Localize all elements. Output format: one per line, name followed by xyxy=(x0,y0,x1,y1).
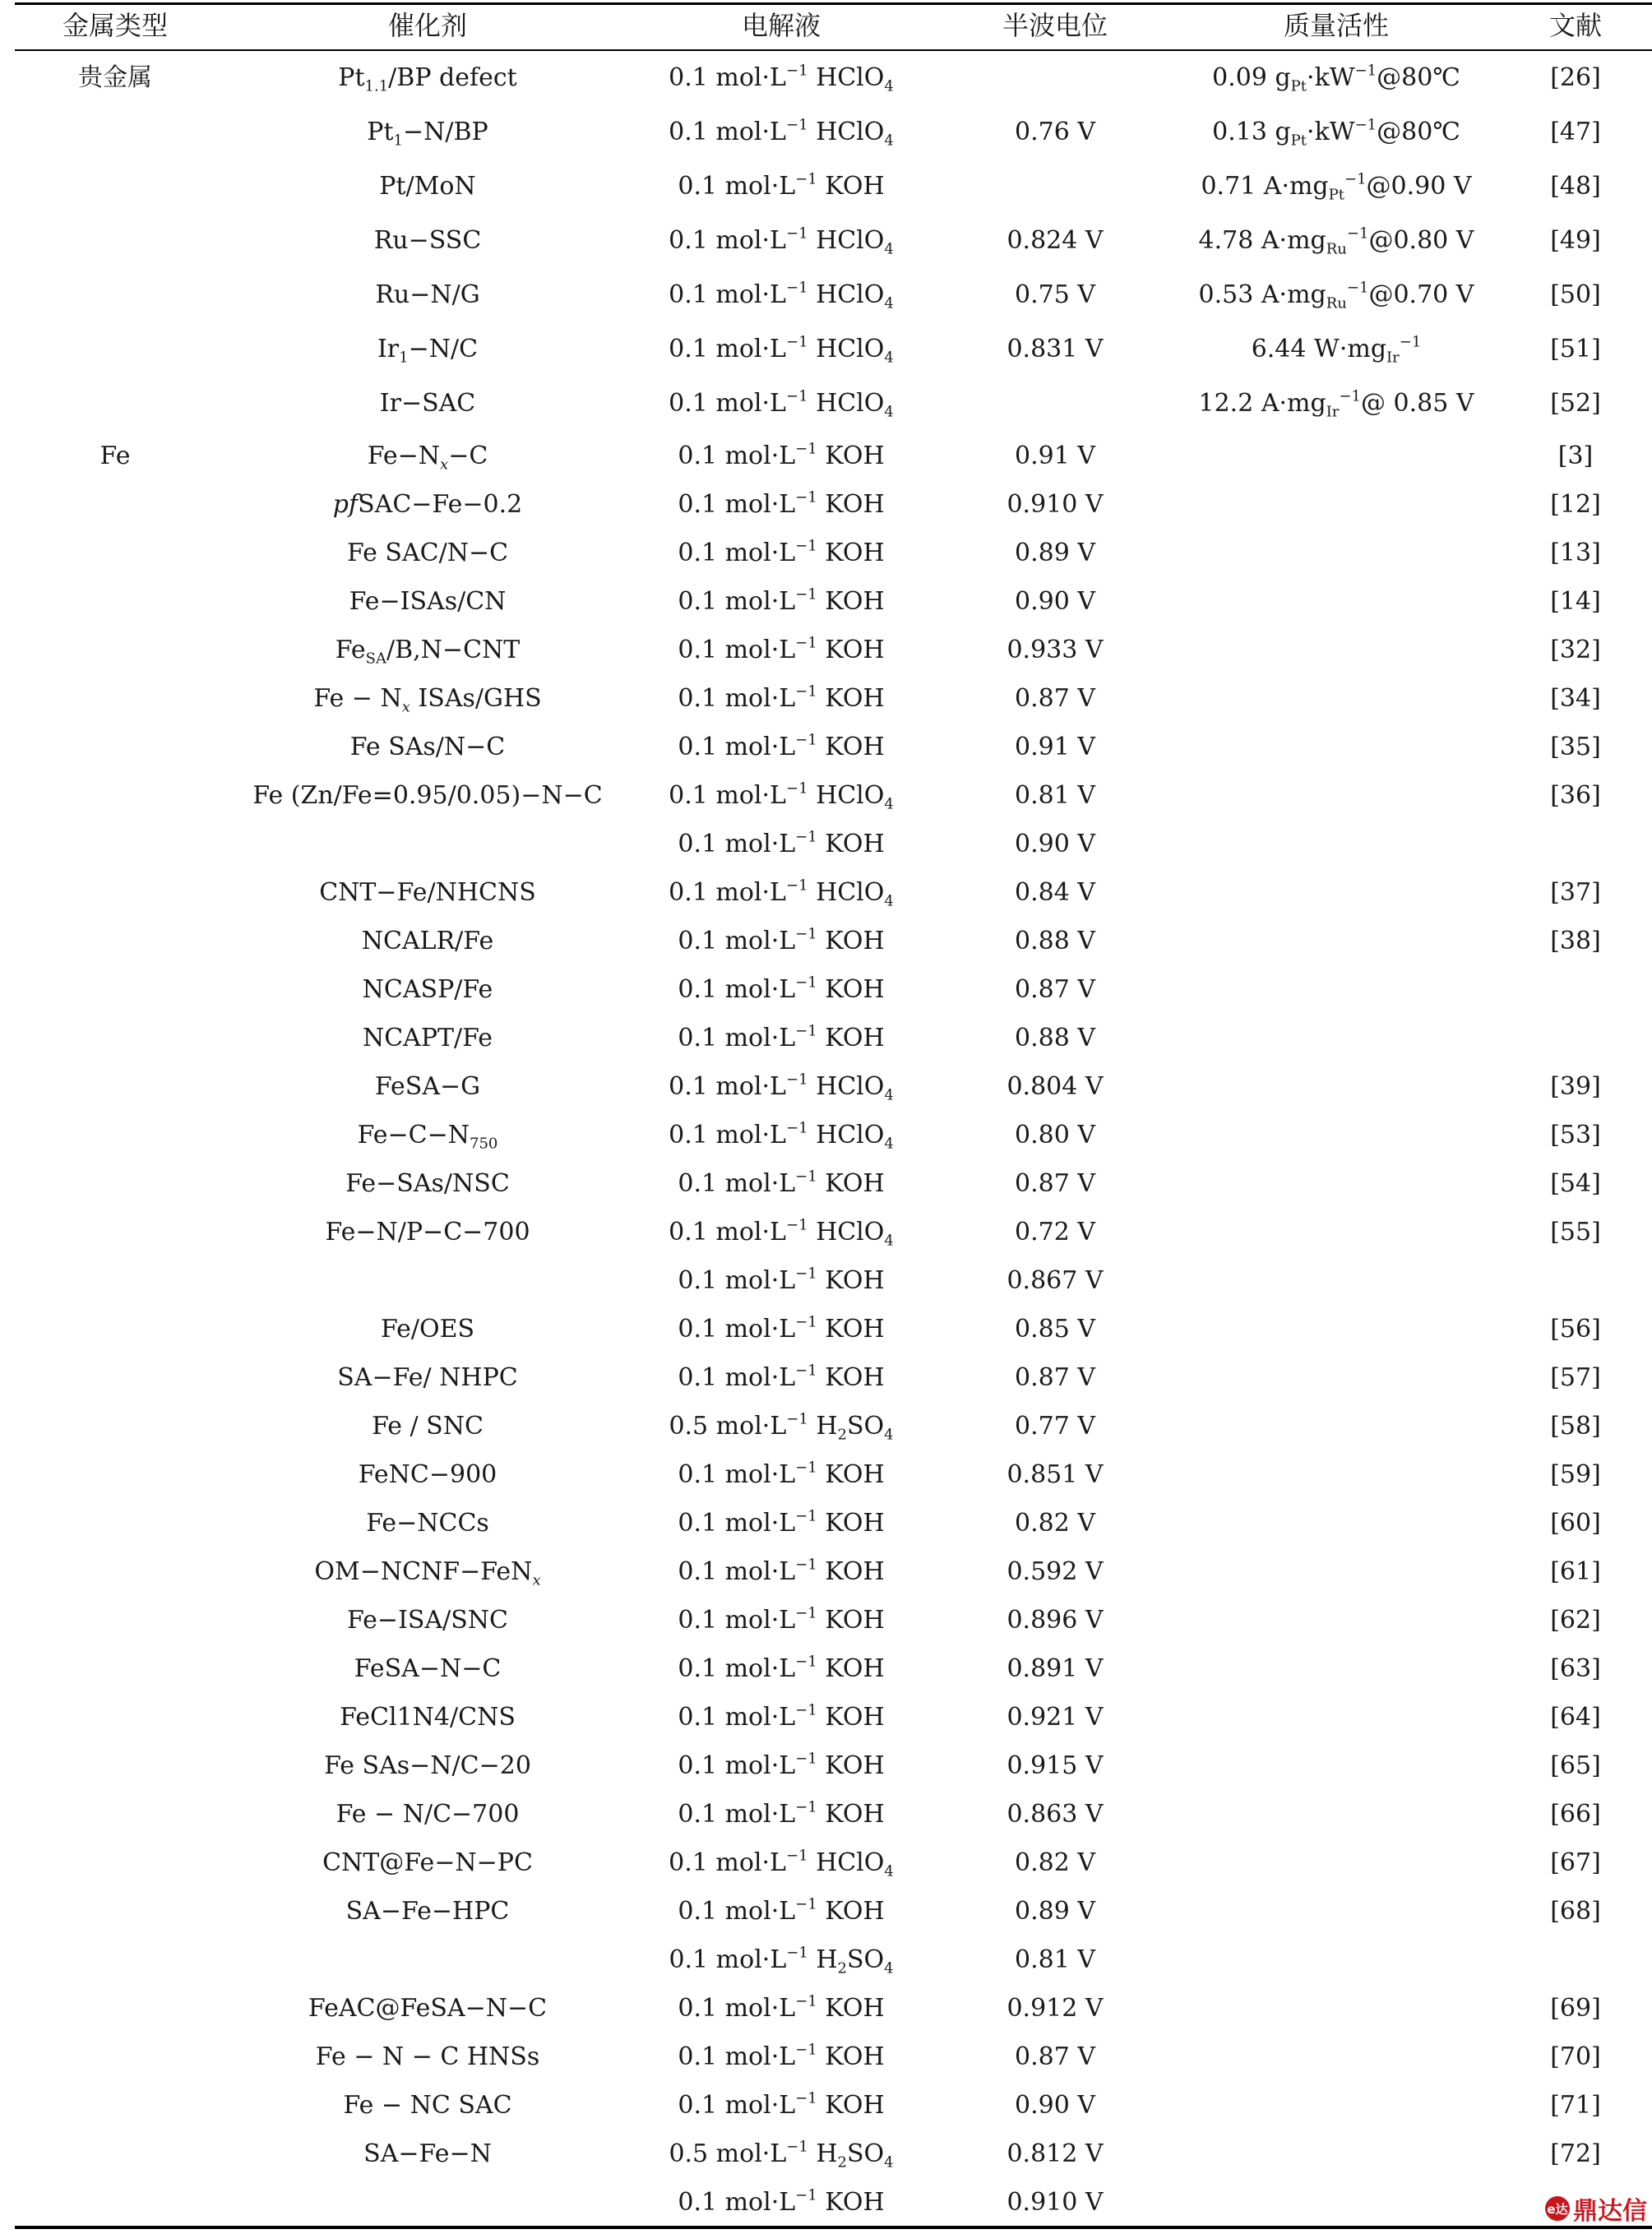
half-wave-potential-cell: 0.82 V xyxy=(1015,1509,1095,1538)
reference-cell: [61] xyxy=(1550,1557,1601,1586)
half-wave-potential-cell: 0.891 V xyxy=(1006,1654,1104,1683)
reference-cell: [48] xyxy=(1550,172,1601,201)
electrolyte-cell: 0.1 $mol\cdot L^{-1}$ HClO$_4$ xyxy=(669,876,894,910)
catalyst-cell: SA−Fe−N xyxy=(363,2139,492,2168)
electrolyte-cell: 0.1 $mol\cdot L^{-1}$ HClO$_4$ xyxy=(669,62,894,95)
half-wave-potential-cell: 0.75 V xyxy=(1015,280,1095,309)
bottom-rule xyxy=(15,2226,1652,2229)
half-wave-potential-cell: 0.933 V xyxy=(1006,636,1104,664)
catalyst-cell: Fe−NCCs xyxy=(366,1509,489,1538)
half-wave-potential-cell: 0.89 V xyxy=(1015,539,1095,567)
half-wave-potential-cell: 0.896 V xyxy=(1006,1606,1104,1635)
reference-cell: [58] xyxy=(1550,1412,1601,1441)
half-wave-potential-cell: 0.863 V xyxy=(1006,1800,1104,1829)
reference-cell: [12] xyxy=(1550,490,1601,519)
catalyst-cell: $Fe-N_x-C$ xyxy=(367,442,488,474)
reference-cell: [66] xyxy=(1550,1800,1601,1829)
mass-activity-cell: 6.44 $W\cdot mg_{Ir}^{-1}$ xyxy=(1251,333,1422,367)
electrolyte-cell: 0.1 $mol\cdot L^{-1}$ HClO$_4$ xyxy=(669,279,894,312)
half-wave-potential-cell: 0.91 V xyxy=(1015,733,1095,761)
reference-cell: [57] xyxy=(1550,1363,1601,1392)
reference-cell: [65] xyxy=(1550,1751,1601,1780)
catalyst-cell: FeNC−900 xyxy=(358,1460,497,1489)
catalyst-cell: $Pt_1-N/BP$ xyxy=(367,118,488,150)
electrolyte-cell: 0.1 $mol\cdot L^{-1}$ KOH xyxy=(678,634,885,664)
header-half-wave-potential: 半波电位 xyxy=(1002,10,1108,41)
half-wave-potential-cell: 0.851 V xyxy=(1006,1460,1104,1489)
half-wave-potential-cell: 0.82 V xyxy=(1015,1848,1095,1877)
watermark-text: 鼎达信 xyxy=(1573,2197,1647,2226)
reference-cell: [68] xyxy=(1550,1897,1601,1926)
electrolyte-cell: 0.1 $mol\cdot L^{-1}$ KOH xyxy=(678,1507,885,1538)
half-wave-potential-cell: 0.90 V xyxy=(1015,587,1095,616)
catalyst-cell: Ir−SAC xyxy=(379,389,476,418)
reference-cell: [39] xyxy=(1550,1072,1601,1101)
header-electrolyte: 电解液 xyxy=(741,10,821,41)
electrolyte-cell: 0.1 $mol\cdot L^{-1}$ KOH xyxy=(678,537,885,567)
mass-activity-cell: 4.78 $A\cdot mg_{Ru}^{-1}@0.80$ V xyxy=(1198,224,1474,258)
catalyst-cell: NCALR/Fe xyxy=(361,927,494,955)
header-metal-type: 金属类型 xyxy=(62,10,169,41)
half-wave-potential-cell: 0.87 V xyxy=(1015,2042,1095,2071)
metal-type-cell: 贵金属 xyxy=(78,63,152,92)
half-wave-potential-cell: 0.831 V xyxy=(1006,335,1104,363)
catalyst-cell: CNT−Fe/NHCNS xyxy=(319,878,536,907)
electrolyte-cell: 0.1 $mol\cdot L^{-1}$ KOH xyxy=(678,1653,885,1683)
reference-cell: [53] xyxy=(1550,1121,1601,1149)
header-mass-activity: 质量活性 xyxy=(1283,10,1390,41)
reference-cell: [13] xyxy=(1550,539,1601,567)
half-wave-potential-cell: 0.87 V xyxy=(1015,1169,1095,1198)
electrolyte-cell: 0.1 $mol\cdot L^{-1}$ KOH xyxy=(678,731,885,761)
reference-cell: [70] xyxy=(1550,2042,1601,2071)
half-wave-potential-cell: 0.912 V xyxy=(1006,1994,1104,2023)
reference-cell: [47] xyxy=(1550,118,1601,146)
catalyst-cell: pfSAC−Fe−0.2 xyxy=(332,490,523,519)
catalyst-cell: FeCl1N4/CNS xyxy=(340,1703,516,1732)
electrolyte-cell: 0.1 $mol\cdot L^{-1}$ KOH xyxy=(678,488,885,519)
catalyst-cell: Fe − NC SAC xyxy=(343,2091,512,2120)
catalyst-cell: FeAC@FeSA−N−C xyxy=(308,1994,548,2023)
half-wave-potential-cell: 0.910 V xyxy=(1006,490,1104,519)
reference-cell: [69] xyxy=(1550,1994,1601,2023)
catalyst-cell: FeSA−N−C xyxy=(354,1654,502,1683)
half-wave-potential-cell: 0.90 V xyxy=(1015,830,1095,858)
electrolyte-cell: 0.1 $mol\cdot L^{-1}$ KOH xyxy=(678,828,885,858)
half-wave-potential-cell: 0.80 V xyxy=(1015,1121,1095,1149)
catalyst-cell: Fe SAs/N−C xyxy=(349,733,506,761)
electrolyte-cell: 0.1 $mol\cdot L^{-1}$ HClO$_4$ xyxy=(669,224,894,258)
reference-cell: [71] xyxy=(1550,2091,1601,2120)
electrolyte-cell: 0.5 $mol\cdot L^{-1}$ $H_2SO_4$ xyxy=(669,1410,894,1444)
reference-cell: [32] xyxy=(1550,636,1601,664)
electrolyte-cell: 0.5 $mol\cdot L^{-1}$ $H_2SO_4$ xyxy=(669,2138,894,2172)
electrolyte-cell: 0.1 $mol\cdot L^{-1}$ KOH xyxy=(678,585,885,616)
electrolyte-cell: 0.1 $mol\cdot L^{-1}$ KOH xyxy=(678,1556,885,1586)
half-wave-potential-cell: 0.85 V xyxy=(1015,1315,1095,1344)
electrolyte-cell: 0.1 $mol\cdot L^{-1}$ KOH xyxy=(678,1701,885,1732)
reference-cell: [38] xyxy=(1550,927,1601,955)
electrolyte-cell: 0.1 $mol\cdot L^{-1}$ KOH xyxy=(678,1895,885,1926)
catalyst-cell: Fe SAs−N/C−20 xyxy=(324,1751,531,1780)
electrolyte-cell: 0.1 $mol\cdot L^{-1}$ KOH xyxy=(678,925,885,955)
half-wave-potential-cell: 0.77 V xyxy=(1015,1412,1095,1441)
catalyst-cell: SA−Fe−HPC xyxy=(345,1897,510,1926)
electrolyte-cell: 0.1 $mol\cdot L^{-1}$ KOH xyxy=(678,2186,885,2217)
half-wave-potential-cell: 0.87 V xyxy=(1015,975,1095,1004)
electrolyte-cell: 0.1 $mol\cdot L^{-1}$ HClO$_4$ xyxy=(669,116,894,150)
electrolyte-cell: 0.1 $mol\cdot L^{-1}$ HClO$_4$ xyxy=(669,1119,894,1153)
reference-cell: [72] xyxy=(1550,2139,1601,2168)
half-wave-potential-cell: 0.867 V xyxy=(1006,1266,1104,1295)
half-wave-potential-cell: 0.915 V xyxy=(1006,1751,1104,1780)
reference-cell: [35] xyxy=(1550,733,1601,761)
reference-cell: [34] xyxy=(1550,684,1601,713)
half-wave-potential-cell: 0.76 V xyxy=(1015,118,1095,146)
reference-cell: [49] xyxy=(1550,226,1601,255)
electrolyte-cell: 0.1 $mol\cdot L^{-1}$ HClO$_4$ xyxy=(669,387,894,421)
reference-cell: [67] xyxy=(1550,1848,1601,1877)
half-wave-potential-cell: 0.910 V xyxy=(1006,2188,1104,2217)
electrolyte-cell: 0.1 $mol\cdot L^{-1}$ KOH xyxy=(678,1750,885,1780)
catalyst-cell: Fe / SNC xyxy=(372,1412,484,1441)
half-wave-potential-cell: 0.81 V xyxy=(1015,1945,1095,1974)
mass-activity-cell: 0.13 $g_{Pt}\cdot kW^{-1}@80℃$ xyxy=(1212,116,1460,150)
half-wave-potential-cell: 0.824 V xyxy=(1006,226,1104,255)
electrolyte-cell: 0.1 $mol\cdot L^{-1}$ KOH xyxy=(678,1022,885,1052)
catalyst-cell: CNT@Fe−N−PC xyxy=(322,1848,533,1877)
catalyst-cell: Fe − N − C HNSs xyxy=(315,2042,540,2071)
top-rule xyxy=(15,2,1652,5)
reference-cell: [14] xyxy=(1550,587,1601,616)
catalyst-cell: Ru−N/G xyxy=(375,280,480,309)
mass-activity-cell: 12.2 $A\cdot mg_{Ir}^{-1}@$ 0.85 V xyxy=(1198,387,1474,421)
electrolyte-cell: 0.1 $mol\cdot L^{-1}$ HClO$_4$ xyxy=(669,779,894,813)
catalyst-cell: Fe (Zn/Fe=0.95/0.05)−N−C xyxy=(252,781,603,810)
electrolyte-cell: 0.1 $mol\cdot L^{-1}$ HClO$_4$ xyxy=(669,1847,894,1880)
catalyst-cell: $Fe - N_x$ ISAs/GHS xyxy=(313,684,542,716)
header-reference: 文献 xyxy=(1548,10,1603,41)
reference-cell: [3] xyxy=(1557,442,1594,470)
electrolyte-cell: 0.1 $mol\cdot L^{-1}$ KOH xyxy=(678,1168,885,1198)
electrolyte-cell: 0.1 $mol\cdot L^{-1}$ KOH xyxy=(678,1798,885,1829)
catalyst-cell: Fe/OES xyxy=(380,1315,475,1344)
electrolyte-cell: 0.1 $mol\cdot L^{-1}$ KOH xyxy=(678,170,885,201)
electrolyte-cell: 0.1 $mol\cdot L^{-1}$ KOH xyxy=(678,1604,885,1635)
electrolyte-cell: 0.1 $mol\cdot L^{-1}$ HClO$_4$ xyxy=(669,1071,894,1104)
half-wave-potential-cell: 0.84 V xyxy=(1015,878,1095,907)
half-wave-potential-cell: 0.87 V xyxy=(1015,1363,1095,1392)
reference-cell: [37] xyxy=(1550,878,1601,907)
half-wave-potential-cell: 0.81 V xyxy=(1015,781,1095,810)
reference-cell: [26] xyxy=(1550,63,1601,92)
mass-activity-cell: 0.53 $A\cdot mg_{Ru}^{-1}@0.70$ V xyxy=(1198,279,1474,312)
electrolyte-cell: 0.1 $mol\cdot L^{-1}$ $H_2SO_4$ xyxy=(669,1944,894,1977)
catalyst-cell: $Fe_{SA}/B,N-CNT$ xyxy=(335,636,521,668)
mass-activity-cell: 0.71 $A\cdot mg_{Pt}^{-1}@0.90$ V xyxy=(1201,170,1472,204)
catalyst-cell: OM−NCNF−FeN$_x$ xyxy=(314,1557,541,1589)
half-wave-potential-cell: 0.812 V xyxy=(1006,2139,1104,2168)
electrolyte-cell: 0.1 $mol\cdot L^{-1}$ KOH xyxy=(678,682,885,713)
electrolyte-cell: 0.1 $mol\cdot L^{-1}$ KOH xyxy=(678,1992,885,2023)
watermark-logo-icon: e达 xyxy=(1545,2196,1570,2221)
metal-type-cell: Fe xyxy=(99,442,131,470)
electrolyte-cell: 0.1 $mol\cdot L^{-1}$ KOH xyxy=(678,440,885,470)
reference-cell: [36] xyxy=(1550,781,1601,810)
reference-cell: [54] xyxy=(1550,1169,1601,1198)
reference-cell: [56] xyxy=(1550,1315,1601,1344)
catalyst-cell: Fe−ISA/SNC xyxy=(347,1606,508,1635)
half-wave-potential-cell: 0.90 V xyxy=(1015,2091,1095,2120)
reference-cell: [51] xyxy=(1550,335,1601,363)
catalyst-cell: Fe−ISAs/CN xyxy=(349,587,507,616)
half-wave-potential-cell: 0.592 V xyxy=(1006,1557,1104,1586)
header-rule xyxy=(15,49,1652,51)
catalyst-cell: Fe−SAs/NSC xyxy=(345,1169,510,1198)
electrolyte-cell: 0.1 $mol\cdot L^{-1}$ KOH xyxy=(678,1362,885,1392)
catalyst-cell: NCAPT/Fe xyxy=(362,1024,493,1052)
electrolyte-cell: 0.1 $mol\cdot L^{-1}$ KOH xyxy=(678,1459,885,1489)
reference-cell: [64] xyxy=(1550,1703,1601,1732)
catalyst-cell: Fe−N/P−C−700 xyxy=(325,1218,530,1247)
catalyst-cell: Fe SAC/N−C xyxy=(346,539,509,567)
catalyst-cell: FeSA−G xyxy=(374,1072,481,1101)
catalyst-cell: Ru−SSC xyxy=(373,226,482,255)
half-wave-potential-cell: 0.88 V xyxy=(1015,1024,1095,1052)
electrolyte-cell: 0.1 $mol\cdot L^{-1}$ HClO$_4$ xyxy=(669,1216,894,1250)
half-wave-potential-cell: 0.87 V xyxy=(1015,684,1095,713)
catalyst-cell: Fe − N/C−700 xyxy=(335,1800,520,1829)
reference-cell: [59] xyxy=(1550,1460,1601,1489)
electrolyte-cell: 0.1 $mol\cdot L^{-1}$ KOH xyxy=(678,2041,885,2071)
reference-cell: [62] xyxy=(1550,1606,1601,1635)
half-wave-potential-cell: 0.804 V xyxy=(1006,1072,1104,1101)
header-catalyst: 催化剂 xyxy=(387,10,468,41)
electrolyte-cell: 0.1 $mol\cdot L^{-1}$ KOH xyxy=(678,1265,885,1295)
catalyst-cell: SA−Fe/ NHPC xyxy=(337,1363,518,1392)
reference-cell: [52] xyxy=(1550,389,1601,418)
reference-cell: [63] xyxy=(1550,1654,1601,1683)
catalyst-cell: $Fe-C-N_{750}$ xyxy=(357,1121,498,1153)
catalyst-cell: $Ir_1-N/C$ xyxy=(377,335,479,367)
half-wave-potential-cell: 0.91 V xyxy=(1015,442,1095,470)
reference-cell: [55] xyxy=(1550,1218,1601,1247)
catalyst-cell: $Pt_{1.1}/BP$ defect xyxy=(338,63,517,95)
reference-cell: [50] xyxy=(1550,280,1601,309)
half-wave-potential-cell: 0.88 V xyxy=(1015,927,1095,955)
catalyst-cell: NCASP/Fe xyxy=(362,975,493,1004)
catalyst-cell: Pt/MoN xyxy=(379,172,476,201)
mass-activity-cell: 0.09 $g_{Pt}\cdot kW^{-1}@80℃$ xyxy=(1212,62,1460,95)
electrolyte-cell: 0.1 $mol\cdot L^{-1}$ KOH xyxy=(678,974,885,1004)
half-wave-potential-cell: 0.921 V xyxy=(1006,1703,1104,1732)
reference-cell: [60] xyxy=(1550,1509,1601,1538)
electrolyte-cell: 0.1 $mol\cdot L^{-1}$ KOH xyxy=(678,2089,885,2120)
electrolyte-cell: 0.1 $mol\cdot L^{-1}$ KOH xyxy=(678,1313,885,1344)
half-wave-potential-cell: 0.89 V xyxy=(1015,1897,1095,1926)
electrolyte-cell: 0.1 $mol\cdot L^{-1}$ HClO$_4$ xyxy=(669,333,894,367)
watermark xyxy=(1545,2192,1647,2225)
half-wave-potential-cell: 0.72 V xyxy=(1015,1218,1095,1247)
